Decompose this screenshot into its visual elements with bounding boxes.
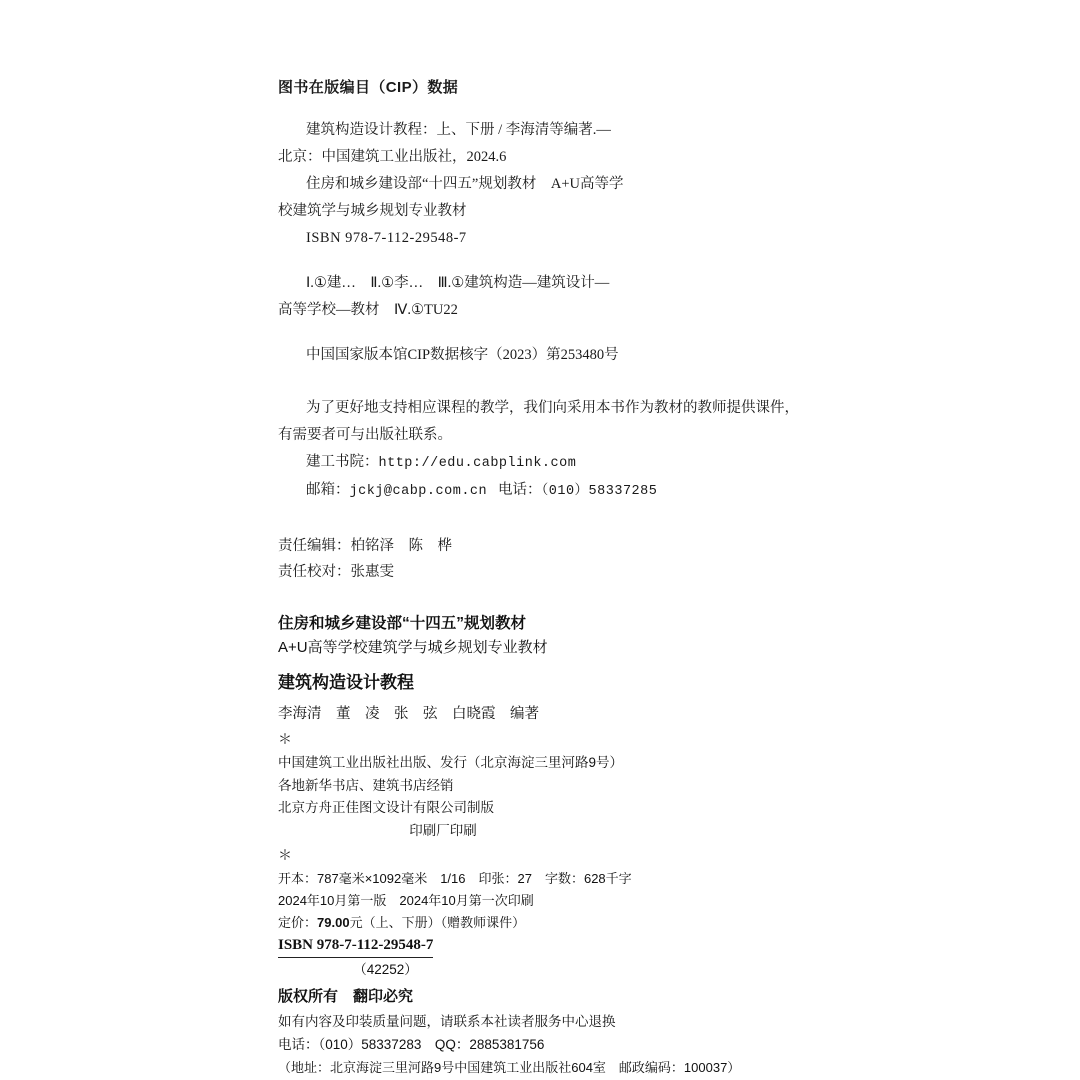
email-value: jckj@cabp.com.cn (349, 484, 488, 499)
responsible-editor: 责任编辑：柏铭泽 陈 桦 (278, 538, 452, 554)
colophon-isbn-row (278, 934, 838, 958)
cip-series-line-2: 校建筑学与城乡规划专业教材 (278, 203, 467, 219)
cip-entry-line-2: 北京：中国建筑工业出版社，2024.6 (278, 149, 507, 165)
website-url: http://edu.cabplink.com (378, 456, 577, 471)
website-label: 建工书院： (306, 454, 379, 470)
cip-isbn: ISBN 978-7-112-29548-7 (306, 230, 467, 246)
colophon-authors: 李海清 董 凌 张 弦 白晓霞 编著 (278, 706, 539, 722)
courseware-notice-line-2: 有需要者可与出版社联系。 (278, 427, 452, 443)
colophon-code: （42252） (353, 962, 418, 977)
colophon-contact: 电话：（010）58337283 QQ：2885381756 (278, 1037, 545, 1052)
price-suffix: 元（上、下册）（赠教师课件） (349, 915, 526, 930)
cip-classification-line-2: 高等学校—教材 Ⅳ.①TU22 (278, 302, 458, 318)
price-value: 79.00 (317, 915, 350, 930)
colophon-printing: 印刷厂印刷 (409, 822, 477, 838)
courseware-notice-line-1: 为了更好地支持相应课程的教学，我们向采用本书作为教材的教师提供课件， (306, 400, 799, 416)
cip-block (278, 76, 818, 585)
colophon-format: 开本：787毫米×1092毫米 1/16 印张：27 字数：628千字 (278, 871, 632, 886)
colophon-series-1: 住房和城乡建设部“十四五”规划教材 (278, 615, 527, 632)
cip-classification-line-1: Ⅰ.①建… Ⅱ.①李… Ⅲ.①建筑构造—建筑设计— (306, 275, 610, 291)
colophon-edition: 2024年10月第一版 2024年10月第一次印刷 (278, 893, 534, 908)
phone-value: （010）58337285 (541, 484, 658, 499)
colophon-series-2: A+U高等学校建筑学与城乡规划专业教材 (278, 639, 548, 656)
email-row (278, 479, 818, 503)
colophon-block (278, 612, 838, 1079)
cip-heading: 图书在版编目（CIP）数据 (278, 79, 459, 96)
cip-entry-line-1: 建筑构造设计教程：上、下册 / 李海清等编著.— (306, 122, 611, 138)
cip-number: 中国国家版本馆CIP数据核字（2023）第253480号 (306, 347, 619, 363)
colophon-address: （地址：北京海淀三里河路9号中国建筑工业出版社604室 邮政编码：100037） (278, 1060, 741, 1075)
colophon-publisher: 中国建筑工业出版社出版、发行（北京海淀三里河路9号） (278, 755, 624, 770)
colophon-quality-notice: 如有内容及印装质量问题，请联系本社读者服务中心退换 (278, 1014, 616, 1029)
colophon-star-divider-1: ＊ (278, 731, 292, 747)
colophon-typesetting: 北京方舟正佳图文设计有限公司制版 (278, 800, 494, 815)
colophon-rights-statement: 版权所有 翻印必究 (278, 988, 414, 1005)
colophon-price (278, 912, 838, 934)
website-row (278, 451, 818, 475)
colophon-distribution: 各地新华书店、建筑书店经销 (278, 777, 454, 793)
price-label: 定价： (278, 915, 318, 930)
colophon-isbn: ISBN 978-7-112-29548-7 (278, 934, 433, 958)
cip-series-line-1: 住房和城乡建设部“十四五”规划教材 A+U高等学 (306, 176, 624, 192)
phone-label: 电话： (498, 482, 542, 498)
responsible-proofreader: 责任校对：张惠雯 (278, 564, 394, 580)
email-label: 邮箱： (306, 482, 350, 498)
colophon-star-divider-2: ＊ (278, 847, 292, 863)
colophon-book-title: 建筑构造设计教程 (278, 673, 414, 692)
